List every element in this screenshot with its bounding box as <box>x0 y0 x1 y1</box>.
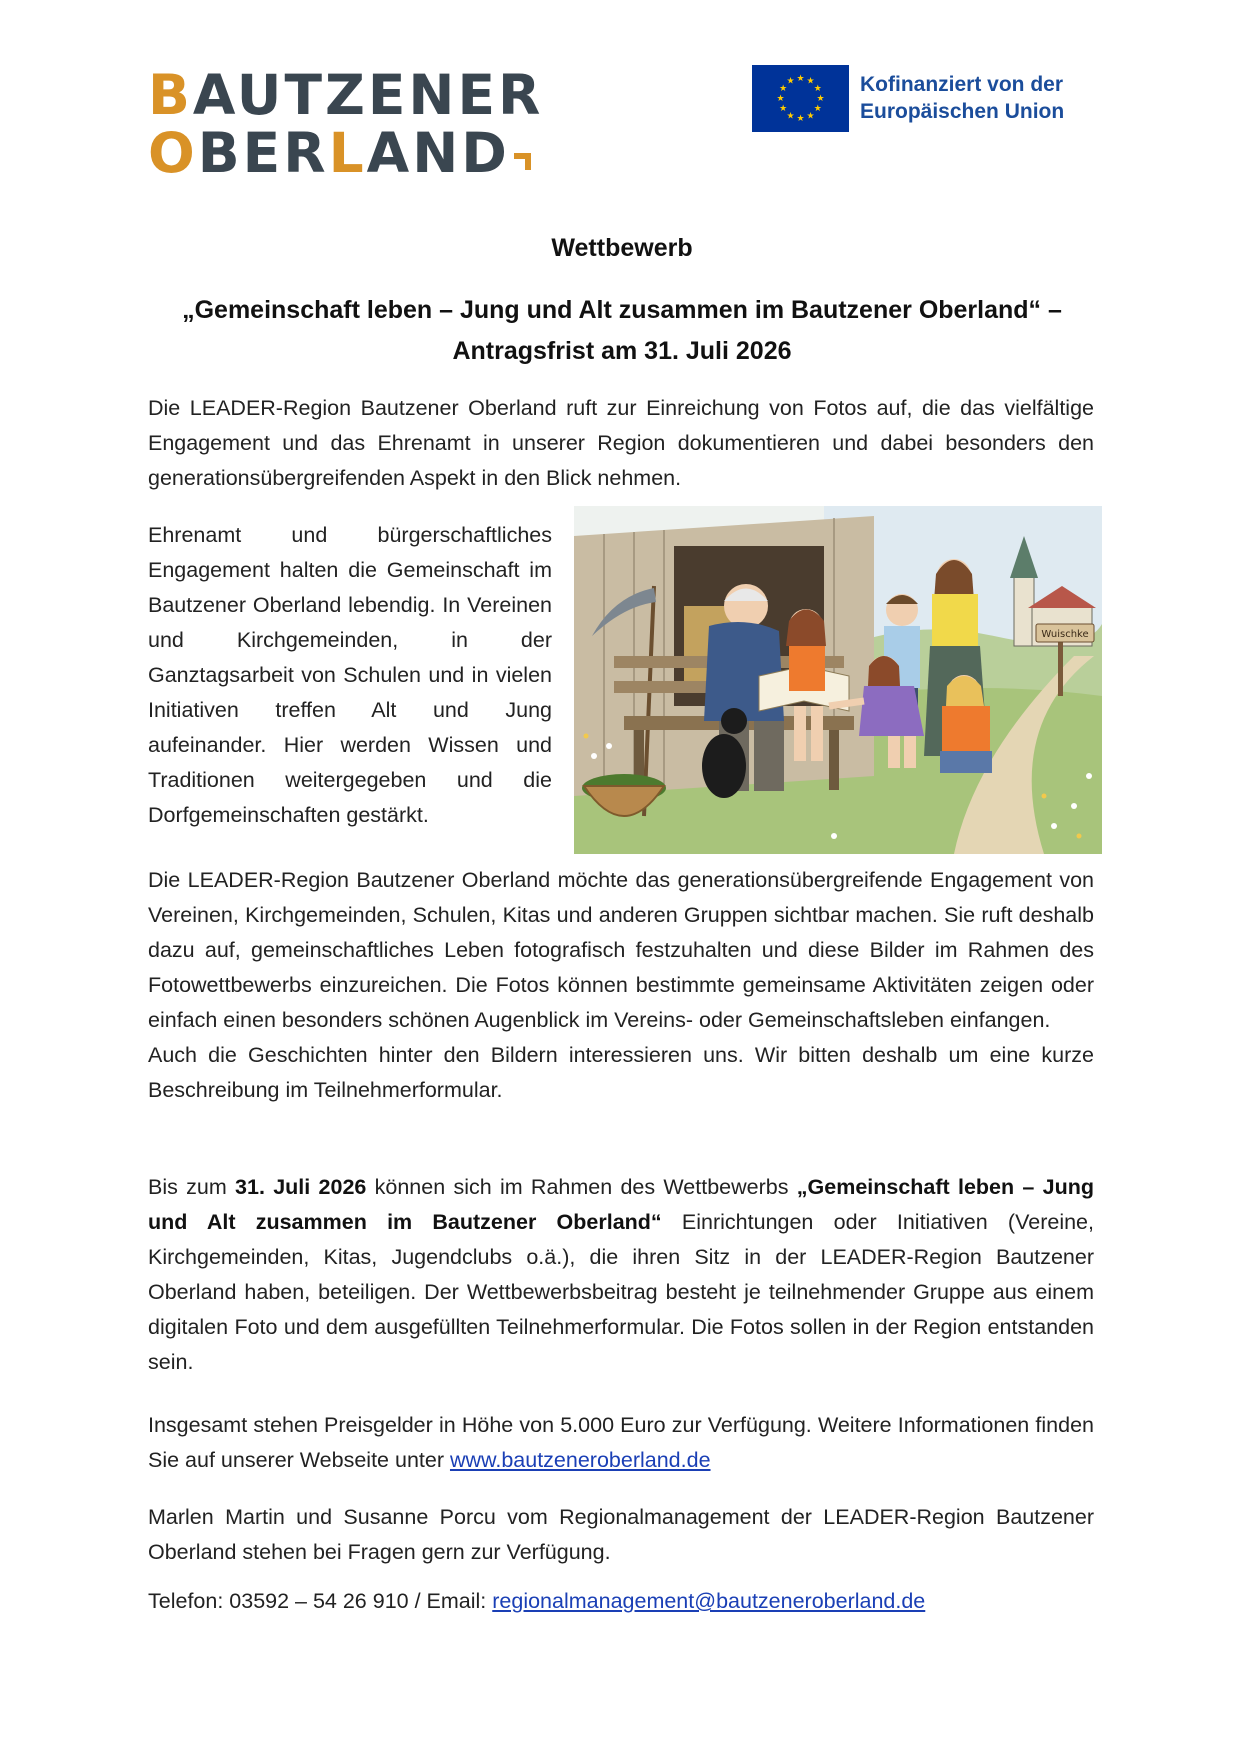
deadline-paragraph <box>148 1170 1094 1380</box>
signpost-label: Wuischke <box>1041 629 1089 640</box>
prize-text: Insgesamt stehen Preisgelder in Höhe von 5.000 Euro zur Verfügung. Weitere Informationen finden Sie auf unserer Webseite unter <box>148 1413 1094 1472</box>
contact-paragraph: Marlen Martin und Susanne Porcu vom Regionalmanagement der LEADER-Region Bautzener Oberland stehen bei Fragen gern zur Verfügung. <box>148 1505 1094 1564</box>
generations-illustration <box>574 506 1102 854</box>
svg-text:★: ★ <box>813 104 822 114</box>
svg-text:★: ★ <box>813 84 822 94</box>
page-subtitle <box>148 290 1096 372</box>
logo-accent-letter: O <box>148 121 198 185</box>
deadline-text-mid: können sich im Rahmen des Wettbewerbs <box>366 1175 797 1199</box>
svg-text:★: ★ <box>786 76 795 87</box>
leader-paragraph <box>148 863 1094 1108</box>
subtitle-line-1: „Gemeinschaft leben – Jung und Alt zusammen im Bautzener Oberland“ – <box>182 296 1062 324</box>
deadline-text-pre: Bis zum <box>148 1175 236 1199</box>
logo-line-1 <box>148 63 568 127</box>
deadline-text-post: Einrichtungen oder Initiativen (Vereine, Kirchgemeinden, Kitas, Jugendclubs o.ä.), die ihren Sitz in der LEADER-Region Bautzener Oberland haben, beteiligen. Der Wettbewerbsbeitrag besteht je teilnehmender Gruppe aus einem digitalen Foto und dem ausgefüllten Teilnehmerformular. Die Fotos sollen in der Region entstanden sein. <box>148 1210 1094 1374</box>
logo-word-2b: AND <box>366 121 510 185</box>
logo-word-1: AUTZENER <box>192 63 544 127</box>
intro-paragraph: Die LEADER-Region Bautzener Oberland ruft zur Einreichung von Fotos auf, die das vielfältige Engagement und das Ehrenamt in unserer Region dokumentieren und dabei besonders den generationsübergreifenden Aspekt in den Blick nehmen. <box>148 396 1094 490</box>
phone-label: Telefon: 03592 – 54 26 910 / Email: <box>148 1589 493 1613</box>
subtitle-line-2: Antragsfrist am 31. Juli 2026 <box>452 337 792 365</box>
logo-word-2a: BER <box>197 121 329 185</box>
leader-main-text: Die LEADER-Region Bautzener Oberland möchte das generationsübergreifende Engagement von Vereinen, Kirchgemeinden, Schulen, Kitas und anderen Gruppen sichtbar machen. Sie ruft deshalb dazu auf, gemeinschaftliches Leben fotografisch festzuhalten und diese Bilder im Rahmen des Fotowettbewerbs einzureichen. Die Fotos können bestimmte gemeinsame Aktivitäten zeigen oder einfach einen besonders schönen Augenblick im Vereins- oder Gemeinschaftsleben einfangen. <box>148 868 1094 1032</box>
prize-paragraph <box>148 1408 1094 1478</box>
svg-text:★: ★ <box>796 114 805 124</box>
website-link[interactable]: www.bautzeneroberland.de <box>449 1448 711 1472</box>
svg-text:★: ★ <box>779 84 788 94</box>
contact-details <box>148 1584 1094 1619</box>
svg-text:★: ★ <box>806 76 815 87</box>
ehrenamt-paragraph: Ehrenamt und bürgerschaftliches Engagement halten die Gemeinschaft im Bautzener Oberland lebendig. In Vereinen und Kirchgemeinden, in der Ganztagsarbeit von Schulen und in vielen Initiativen treffen Alt und Jung aufeinander. Hier werden Wissen und Traditionen weitergegeben und die Dorfgemeinschaften gestärkt. <box>148 523 552 827</box>
eu-stars-icon <box>752 65 849 132</box>
svg-text:★: ★ <box>776 94 785 104</box>
bautzener-oberland-logo <box>148 63 568 185</box>
eu-badge-line-1: Kofinanziert von der <box>860 73 1064 96</box>
email-link[interactable]: regionalmanagement@bautzeneroberland.de <box>492 1589 926 1613</box>
illustration-drawing <box>574 506 1102 854</box>
logo-arrow-icon <box>512 150 534 172</box>
svg-text:★: ★ <box>816 94 825 104</box>
eu-badge-line-2: Europäischen Union <box>860 100 1065 123</box>
logo-accent-letter: L <box>328 121 367 185</box>
leader-stories-text: Auch die Geschichten hinter den Bildern interessieren uns. Wir bitten deshalb um eine kurze Beschreibung im Teilnehmerformular. <box>148 1043 1094 1102</box>
page-title: Wettbewerb <box>551 234 693 262</box>
svg-text:★: ★ <box>786 111 795 122</box>
svg-text:★: ★ <box>806 111 815 122</box>
eu-cofunding-badge <box>752 65 1082 133</box>
deadline-date: 31. Juli 2026 <box>235 1175 367 1199</box>
eu-flag-icon <box>752 65 849 132</box>
logo-line-2 <box>148 121 568 185</box>
contest-name: „Gemeinschaft leben – Jung und Alt zusammen im Bautzener Oberland“ <box>148 1175 1094 1234</box>
svg-text:★: ★ <box>796 74 805 84</box>
svg-text:★: ★ <box>779 104 788 114</box>
logo-accent-letter: B <box>148 63 193 127</box>
eu-badge-text <box>860 71 1090 125</box>
